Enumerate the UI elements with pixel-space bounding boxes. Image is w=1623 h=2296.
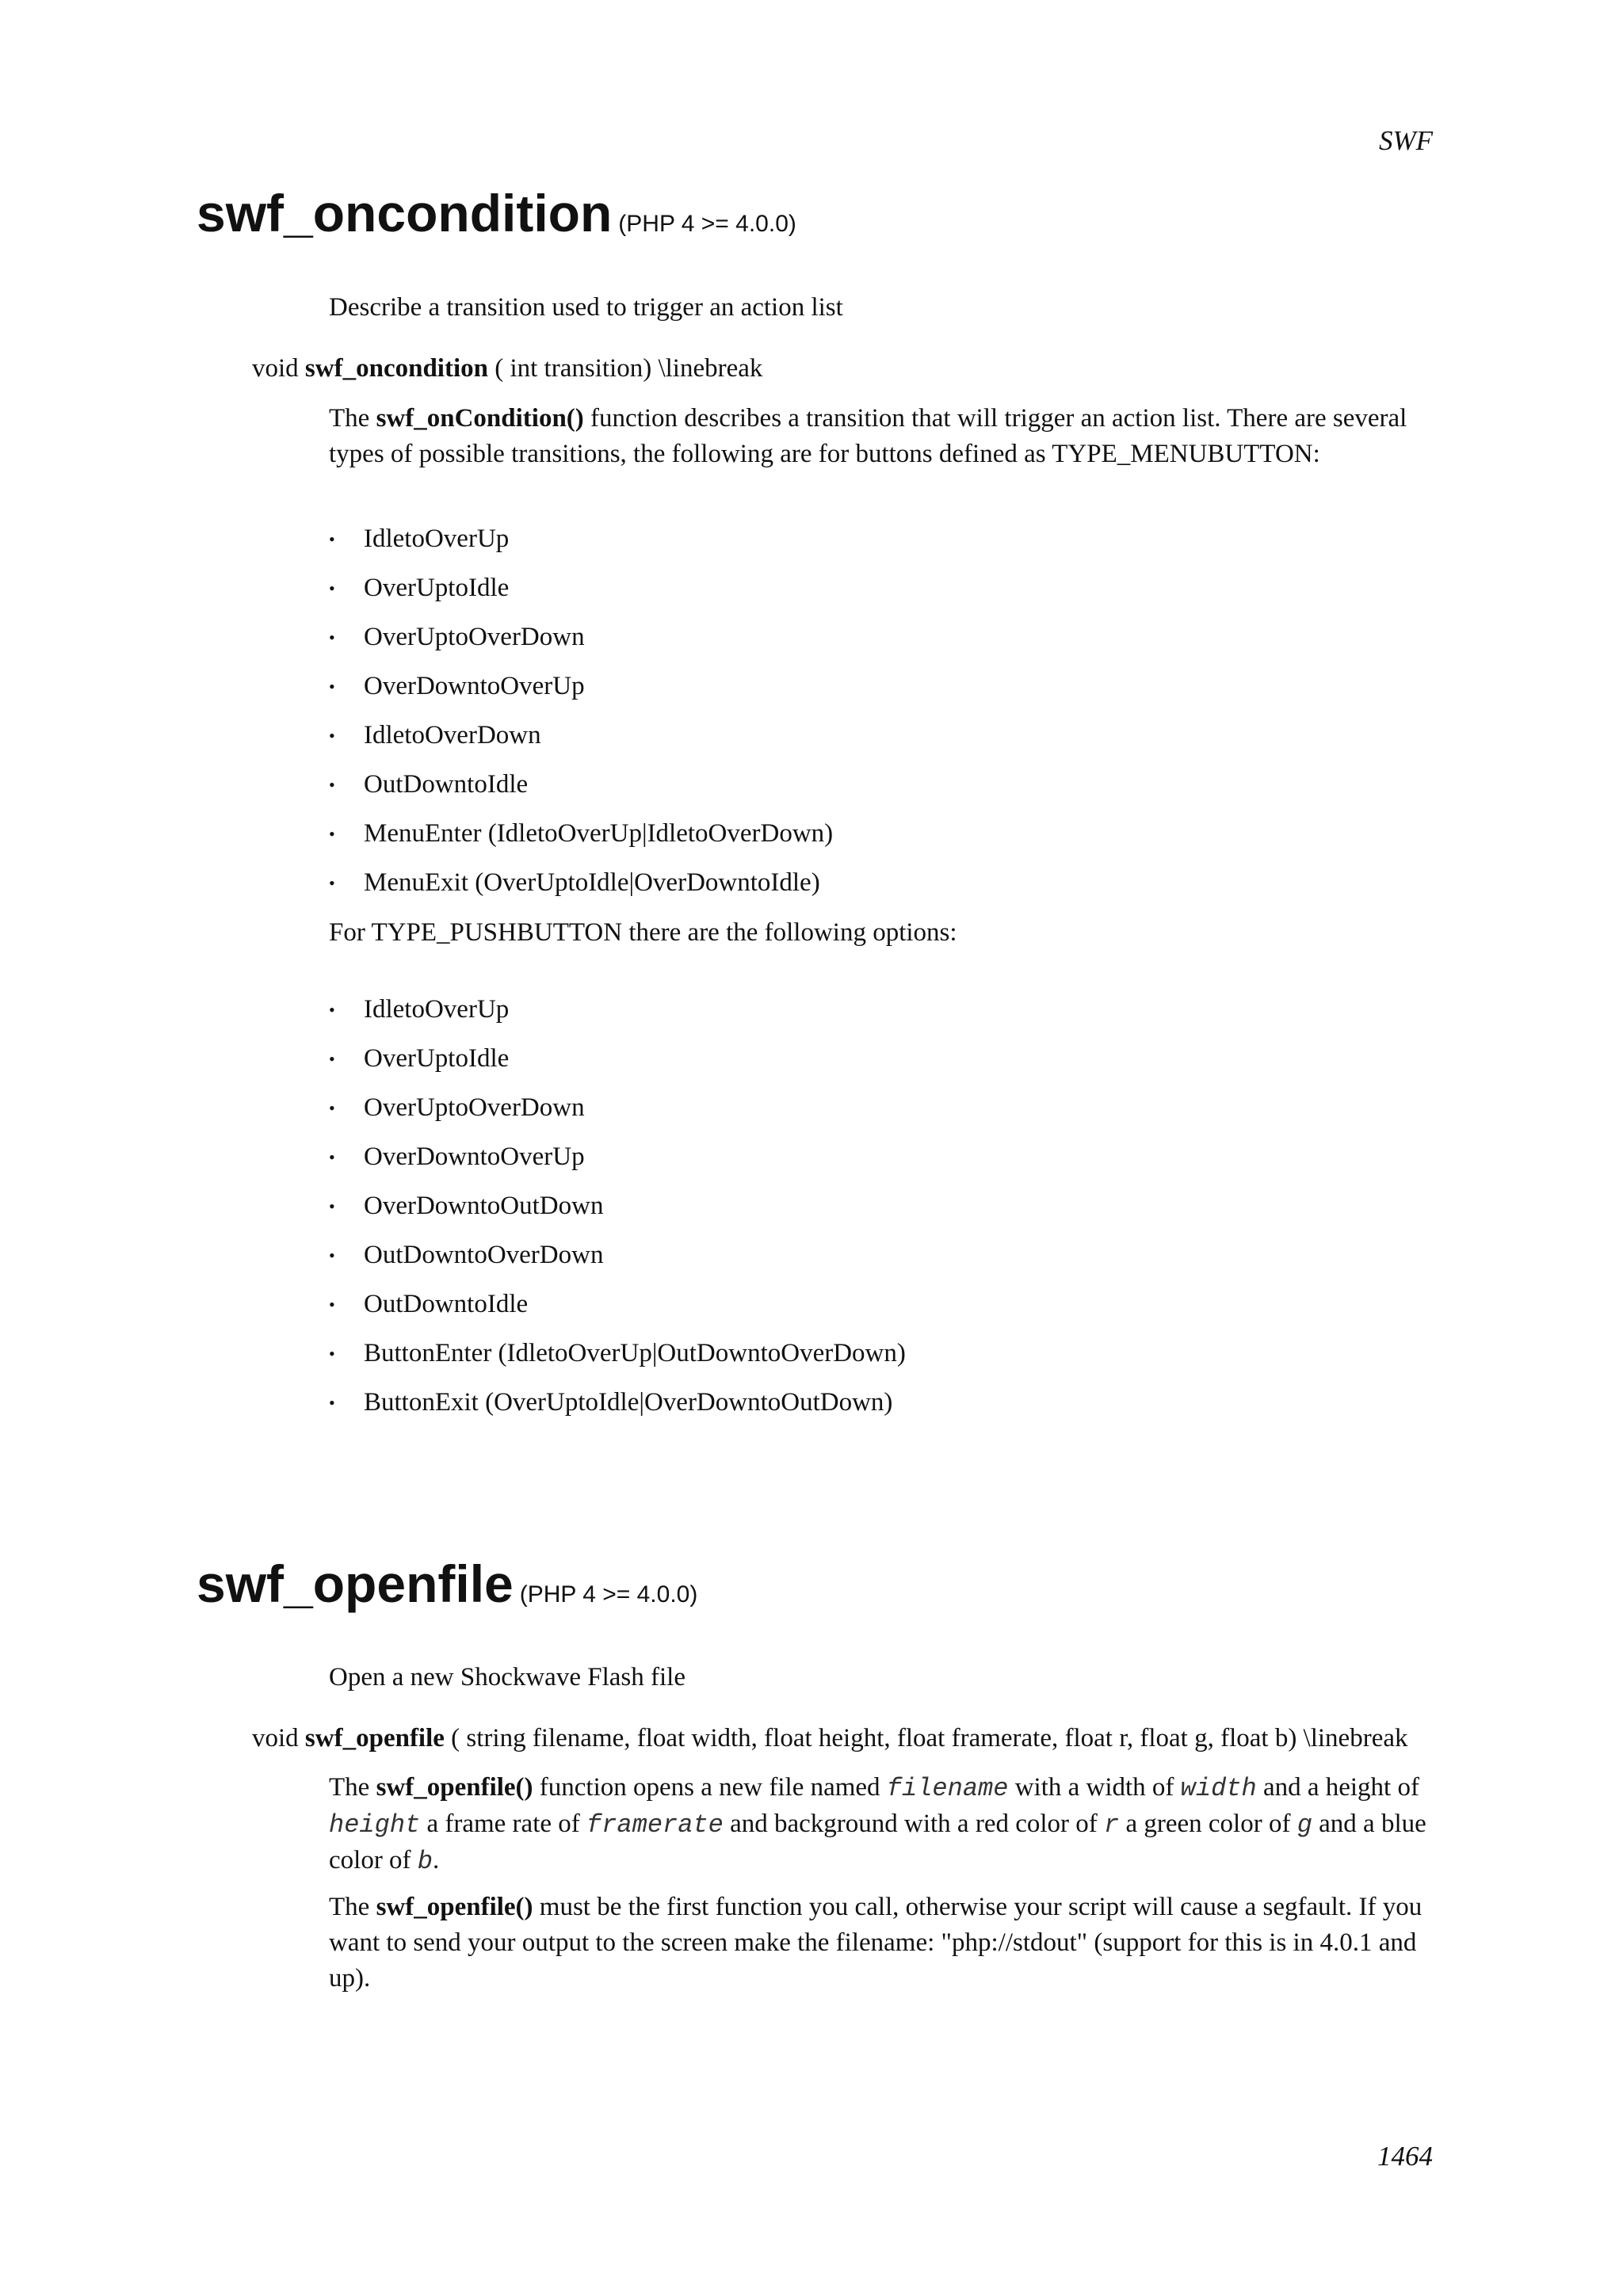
para-text: must be the first function you call, otherwise your script will cause a segfault. If you want to send your output to the screen make the filename: "php://stdout" (support for this is in 4.0.1 and up). xyxy=(329,1893,1423,1993)
param-b: b xyxy=(417,1847,433,1876)
openfile-paragraph-2 xyxy=(329,1890,1438,1997)
transition-list-item xyxy=(329,1238,906,1287)
transition-name: ButtonEnter (IdletoOverUp|OutDowntoOverDown) xyxy=(364,1339,906,1367)
openfile-version: (PHP 4 >= 4.0.0) xyxy=(519,1581,698,1608)
bullet-icon: • xyxy=(329,1295,335,1314)
transition-name: OverDowntoOutDown xyxy=(364,1192,604,1220)
transition-name: MenuEnter (IdletoOverUp|IdletoOverDown) xyxy=(364,819,834,848)
bullet-icon: • xyxy=(329,529,335,549)
openfile-return-type: void xyxy=(252,1724,299,1753)
para-text: and background with a red color of xyxy=(723,1810,1105,1838)
para-text: a frame rate of xyxy=(420,1810,586,1838)
desc-function-ref: swf_onCondition() xyxy=(376,404,584,433)
transition-name: OutDowntoOverDown xyxy=(364,1241,604,1269)
openfile-paragraph-1 xyxy=(329,1770,1438,1879)
oncondition-params: ( int transition) \linebreak xyxy=(495,354,763,383)
transition-name: OverDowntoOverUp xyxy=(364,672,585,700)
param-filename: filename xyxy=(886,1774,1009,1803)
bullet-icon: • xyxy=(329,824,335,844)
transition-list-item xyxy=(329,669,833,718)
bullet-icon: • xyxy=(329,1344,335,1363)
para-text: and a blue color of xyxy=(329,1810,1426,1875)
bullet-icon: • xyxy=(329,1245,335,1265)
transition-list-item xyxy=(329,767,833,816)
oncondition-function-name: swf_oncondition xyxy=(304,354,488,383)
para-text: with a width of xyxy=(1008,1773,1181,1802)
transition-list-item xyxy=(329,816,833,865)
bullet-icon: • xyxy=(329,1049,335,1069)
oncondition-name: swf_oncondition xyxy=(197,184,613,242)
openfile-params: ( string filename, float width, float height, float framerate, float r, float g, float b) \linebreak xyxy=(451,1724,1408,1753)
menubutton-transition-list xyxy=(329,521,833,914)
transition-name: OverUptoIdle xyxy=(364,1044,510,1073)
desc-text: The xyxy=(329,404,376,433)
transition-name: OverUptoIdle xyxy=(364,574,510,602)
openfile-title xyxy=(197,1554,698,1613)
transition-name: OutDowntoIdle xyxy=(364,770,529,799)
transition-list-item xyxy=(329,992,906,1041)
transition-name: IdletoOverUp xyxy=(364,995,510,1024)
transition-list-item xyxy=(329,570,833,620)
para-text: The xyxy=(329,1773,376,1802)
transition-list-item xyxy=(329,1188,906,1238)
bullet-icon: • xyxy=(329,775,335,795)
bullet-icon: • xyxy=(329,1147,335,1167)
bullet-icon: • xyxy=(329,1000,335,1020)
transition-name: ButtonExit (OverUptoIdle|OverDowntoOutDown) xyxy=(364,1388,893,1417)
transition-name: OutDowntoIdle xyxy=(364,1290,529,1318)
para-text: The xyxy=(329,1893,376,1921)
para-text: . xyxy=(433,1846,440,1875)
transition-list-item xyxy=(329,718,833,767)
bullet-icon: • xyxy=(329,1196,335,1216)
bullet-icon: • xyxy=(329,627,335,647)
pushbutton-transition-list xyxy=(329,992,906,1434)
bullet-icon: • xyxy=(329,578,335,598)
transition-list-item xyxy=(329,521,833,570)
transition-list-item xyxy=(329,1090,906,1139)
function-ref: swf_openfile() xyxy=(376,1893,533,1921)
oncondition-synopsis xyxy=(252,351,762,387)
bullet-icon: • xyxy=(329,1393,335,1413)
param-g: g xyxy=(1296,1810,1312,1840)
openfile-name: swf_openfile xyxy=(197,1554,514,1613)
openfile-purpose: Open a new Shockwave Flash file xyxy=(329,1663,685,1691)
param-framerate: framerate xyxy=(586,1810,724,1840)
transition-list-item xyxy=(329,1139,906,1188)
bullet-icon: • xyxy=(329,726,335,746)
para-text: function opens a new file named xyxy=(533,1773,887,1802)
transition-name: OverUptoOverDown xyxy=(364,1093,585,1122)
oncondition-purpose: Describe a transition used to trigger an action list xyxy=(329,293,843,322)
transition-list-item xyxy=(329,1336,906,1385)
bullet-icon: • xyxy=(329,677,335,696)
transition-name: OverUptoOverDown xyxy=(364,623,585,651)
param-width: width xyxy=(1180,1774,1257,1803)
para-text: and a height of xyxy=(1256,1773,1419,1802)
transition-list-item xyxy=(329,865,833,914)
transition-list-item xyxy=(329,620,833,669)
oncondition-title xyxy=(197,184,796,242)
openfile-function-name: swf_openfile xyxy=(304,1724,445,1753)
oncondition-version: (PHP 4 >= 4.0.0) xyxy=(618,211,796,237)
transition-list-item xyxy=(329,1287,906,1336)
desc-text: function describes a transition that will trigger an action list. There are several types of possible transitions, the following are for buttons defined as TYPE_MENUBUTTON: xyxy=(329,404,1407,468)
transition-name: MenuExit (OverUptoIdle|OverDowntoIdle) xyxy=(364,868,820,897)
pushbutton-intro: For TYPE_PUSHBUTTON there are the following options: xyxy=(329,918,957,947)
transition-list-item xyxy=(329,1385,906,1434)
param-r: r xyxy=(1104,1810,1120,1840)
oncondition-return-type: void xyxy=(252,354,299,383)
transition-name: OverDowntoOverUp xyxy=(364,1142,585,1171)
oncondition-description xyxy=(329,401,1438,472)
bullet-icon: • xyxy=(329,1098,335,1118)
running-header: SWF xyxy=(1378,125,1433,156)
function-ref: swf_openfile() xyxy=(376,1773,533,1802)
transition-list-item xyxy=(329,1041,906,1090)
bullet-icon: • xyxy=(329,873,335,893)
transition-name: IdletoOverUp xyxy=(364,524,510,553)
openfile-synopsis xyxy=(252,1721,1408,1756)
page-number: 1464 xyxy=(1377,2141,1433,2172)
param-height: height xyxy=(329,1810,421,1840)
para-text: a green color of xyxy=(1119,1810,1297,1838)
transition-name: IdletoOverDown xyxy=(364,721,541,749)
